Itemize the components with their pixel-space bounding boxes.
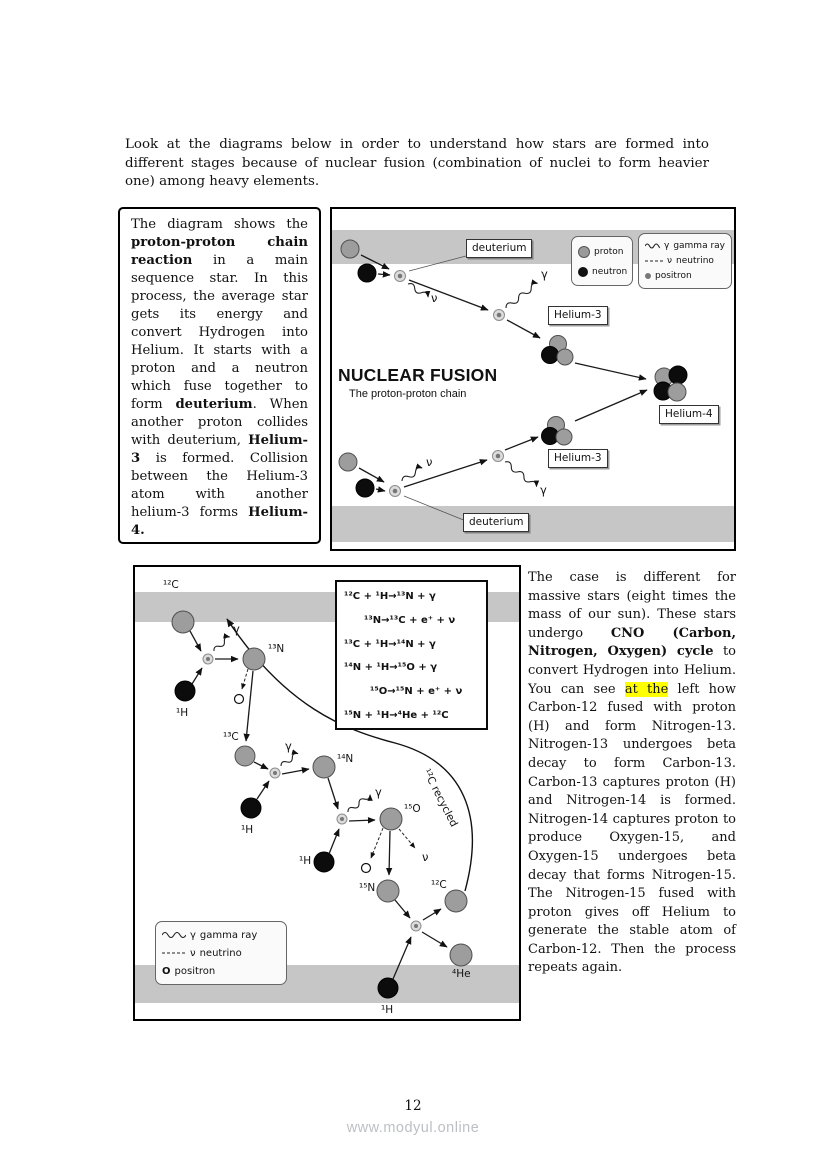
fusion-core [393,489,398,494]
helium3-cluster [542,336,574,366]
gamma-symbol: γ [663,240,670,251]
label-n14: ¹⁴N [337,753,354,765]
fusion-arrow [257,781,269,799]
fusion-core [206,657,210,661]
he4-node [450,944,472,966]
legend-row-positron [645,271,725,281]
gamma-symbol: γ [233,622,240,636]
gamma-wave [503,460,538,489]
helium3-cluster [542,417,573,446]
h1-node [378,978,398,998]
pp-text-bold-reaction: proton-proton chain reaction [131,235,308,268]
neutrino-symbol: ν [426,455,433,469]
label-he4: ⁴He [452,968,471,980]
legend-neutrino-label: neutrino [676,255,714,266]
positron-icon [235,695,244,704]
gamma-symbol: γ [285,739,292,753]
label-c13: ¹³C [223,731,239,743]
gamma-symbol: γ [540,483,547,497]
n13-node [243,648,265,670]
legend-row-neutron [578,267,626,277]
chain-arrow [409,280,488,310]
label-helium3-bottom: Helium-3 [548,449,608,468]
legend-row-gamma [645,241,725,251]
neutrino-dash [399,829,415,848]
legend-gamma-label: gamma ray [199,929,258,941]
neutrino-dash-icon [645,257,663,265]
fusion-arrow [192,668,202,684]
legend-neutron-label: neutron [592,266,628,277]
legend-row-neutrino [645,256,725,266]
legend-proton-label: proton [594,246,624,257]
gamma-wave [347,793,372,814]
label-helium3-top: Helium-3 [548,306,608,325]
chain-arrow [575,363,646,379]
positron-icon: O [162,965,171,977]
label-h1: ¹H [241,824,254,836]
pp-diagram-title: NUCLEAR FUSION [338,365,498,385]
gamma-wave [212,635,231,652]
fusion-arrow [329,829,339,854]
n15-node [377,880,399,902]
fusion-arrow [328,778,338,809]
neutron-particle [356,479,374,497]
label-n13: ¹³N [268,643,285,655]
cno-text-1: The case is different for massive stars (eight times the mass of our sun). These stars undergo [528,570,736,641]
cno-text-2: to convert Hydrogen into Helium. You can see [528,644,736,697]
gamma-wave-icon [162,930,186,940]
neutrino-symbol: ν [190,947,196,959]
label-h1: ¹H [299,855,312,867]
positron-dash [371,828,383,858]
neutron-icon [578,267,588,277]
chain-arrow [404,460,487,487]
fusion-core [340,817,344,821]
positron-icon [362,864,371,873]
neutrino-symbol: ν [431,291,438,305]
label-deuterium-top: deuterium [466,239,532,258]
fusion-core [273,771,277,775]
equation-line: ¹⁵N + ¹H→⁴He + ¹²C [344,709,449,721]
pp-text-4: is formed. Collision between the Helium-3 atom with another helium-3 forms [131,451,308,520]
equation-line: ¹²C + ¹H→¹³N + γ [344,591,436,602]
chain-arrow [282,769,309,774]
fusion-core [414,924,418,928]
label-o15: ¹⁵O [404,803,421,815]
equation-line: ¹³C + ¹H→¹⁴N + γ [344,638,436,650]
fusion-arrow [395,900,410,918]
neutrino-symbol: ν [667,255,673,266]
legend-positron-label: positron [655,271,692,282]
legend-gamma-label: gamma ray [673,240,725,251]
pp-text-2: in a main sequence star. In this process, the average star gets its energy and convert Hydrogen into Helium. It starts with a proton and a neutron which fuse together to form [131,253,308,412]
h1-node [314,852,334,872]
fusion-arrow [378,274,390,275]
watermark: www.modyul.online [346,1120,480,1136]
label-c12-return: ¹²C [431,879,447,891]
chain-arrow [505,437,538,450]
equation-line: ¹³N→¹³C + e⁺ + ν [364,614,456,626]
pp-diagram-subtitle: The proton-proton chain [349,388,467,400]
pp-description-box [118,207,321,544]
neutrino-symbol: ν [422,850,429,864]
equation-line: ¹⁴N + ¹H→¹⁵O + γ [344,662,438,674]
label-h1: ¹H [176,707,189,719]
c12-recycled-label: ¹²C recycled [420,767,460,829]
label-c12-top: ¹²C [163,579,179,591]
cno-legend [155,921,287,985]
pp-text-3: . When another proton collides with deuterium, [131,397,308,448]
proton-icon [578,246,590,258]
chain-arrow [423,909,441,920]
chain-arrow [507,320,540,338]
positron-icon [645,273,651,279]
legend-row-gamma [162,930,280,941]
n14-node [313,756,335,778]
fusion-arrow [254,762,268,769]
equation-line: ¹⁵O→¹⁵N + e⁺ + ν [370,686,463,698]
intro-text: Look at the diagrams below in order to understand how stars are formed into different stages because of nuclear fusion (combination of nuclei to form heavier one) among heavy elements. [125,137,709,190]
fusion-arrow [376,489,385,491]
legend-row-proton [578,246,626,258]
c13-node [235,746,255,766]
h1-node [241,798,261,818]
cno-diagram-panel [133,565,521,1021]
chain-arrow [575,390,647,421]
fusion-core [497,313,502,318]
gamma-symbol: γ [541,267,548,281]
ray-legend [638,233,732,289]
gamma-symbol: γ [190,929,196,941]
chain-arrow [422,932,447,947]
fusion-core [496,454,501,459]
pp-text-bold-helium3: Helium-3 [131,433,308,466]
neutrino-wave [407,282,430,299]
decay-arrow [389,831,390,875]
intro-paragraph [125,136,709,192]
neutrino-dash-icon [162,948,186,958]
particle-legend [571,236,633,286]
gamma-wave [280,752,300,768]
fusion-core [398,274,403,279]
cno-text-3: left how Carbon-12 fused with proton (H) and form Nitrogen-13. Nitrogen-13 undergoes beta decay to form Carbon-13. Carbon-13 captures proton (H) and Nitrogen-14 is formed. Nitrogen-14 captures proton to produce Oxygen-15, and Oxygen-15 undergoes beta decay that forms Nitrogen-15. The Nitrogen-15 fused with proton gives off Helium to generate the stable atom of Carbon-12. Then the process repeats again. [528,681,736,976]
chain-arrow [349,820,375,821]
fusion-arrow [190,631,201,651]
c12-return-node [445,890,467,912]
page-number: 12 [404,1098,422,1114]
legend-row-neutrino [162,948,280,959]
legend-positron-label: positron [174,965,216,977]
c12-node [172,611,194,633]
cno-equations-box [335,580,488,730]
label-helium4: Helium-4 [659,405,719,424]
gamma-symbol: γ [375,785,382,799]
label-h1: ¹H [381,1004,394,1016]
legend-row-positron [162,966,280,977]
positron-dash [242,669,248,689]
label-n15: ¹⁵N [359,882,376,894]
pp-text-1: The diagram shows the [131,217,308,232]
gamma-wave-icon [645,242,660,250]
gamma-wave [504,281,539,310]
pp-text-bold-helium4: Helium-4. [131,505,308,538]
decay-arrow [246,671,253,741]
legend-neutrino-label: neutrino [199,947,242,959]
pp-diagram-panel [330,207,736,551]
bottom-gray-band [332,506,734,542]
cno-text-bold-cycle: CNO (Carbon, Nitrogen, Oxygen) cycle [528,625,736,660]
highlighted-text: at the [624,681,669,697]
cno-description [528,569,736,978]
label-deuterium-bottom: deuterium [463,513,529,532]
neutron-particle [358,264,376,282]
neutrino-wave [401,466,424,483]
proton-particle [339,453,357,471]
proton-particle [341,240,359,258]
o15-node [380,808,402,830]
helium4-cluster [654,366,687,401]
pp-text-bold-deuterium: deuterium [175,397,253,412]
